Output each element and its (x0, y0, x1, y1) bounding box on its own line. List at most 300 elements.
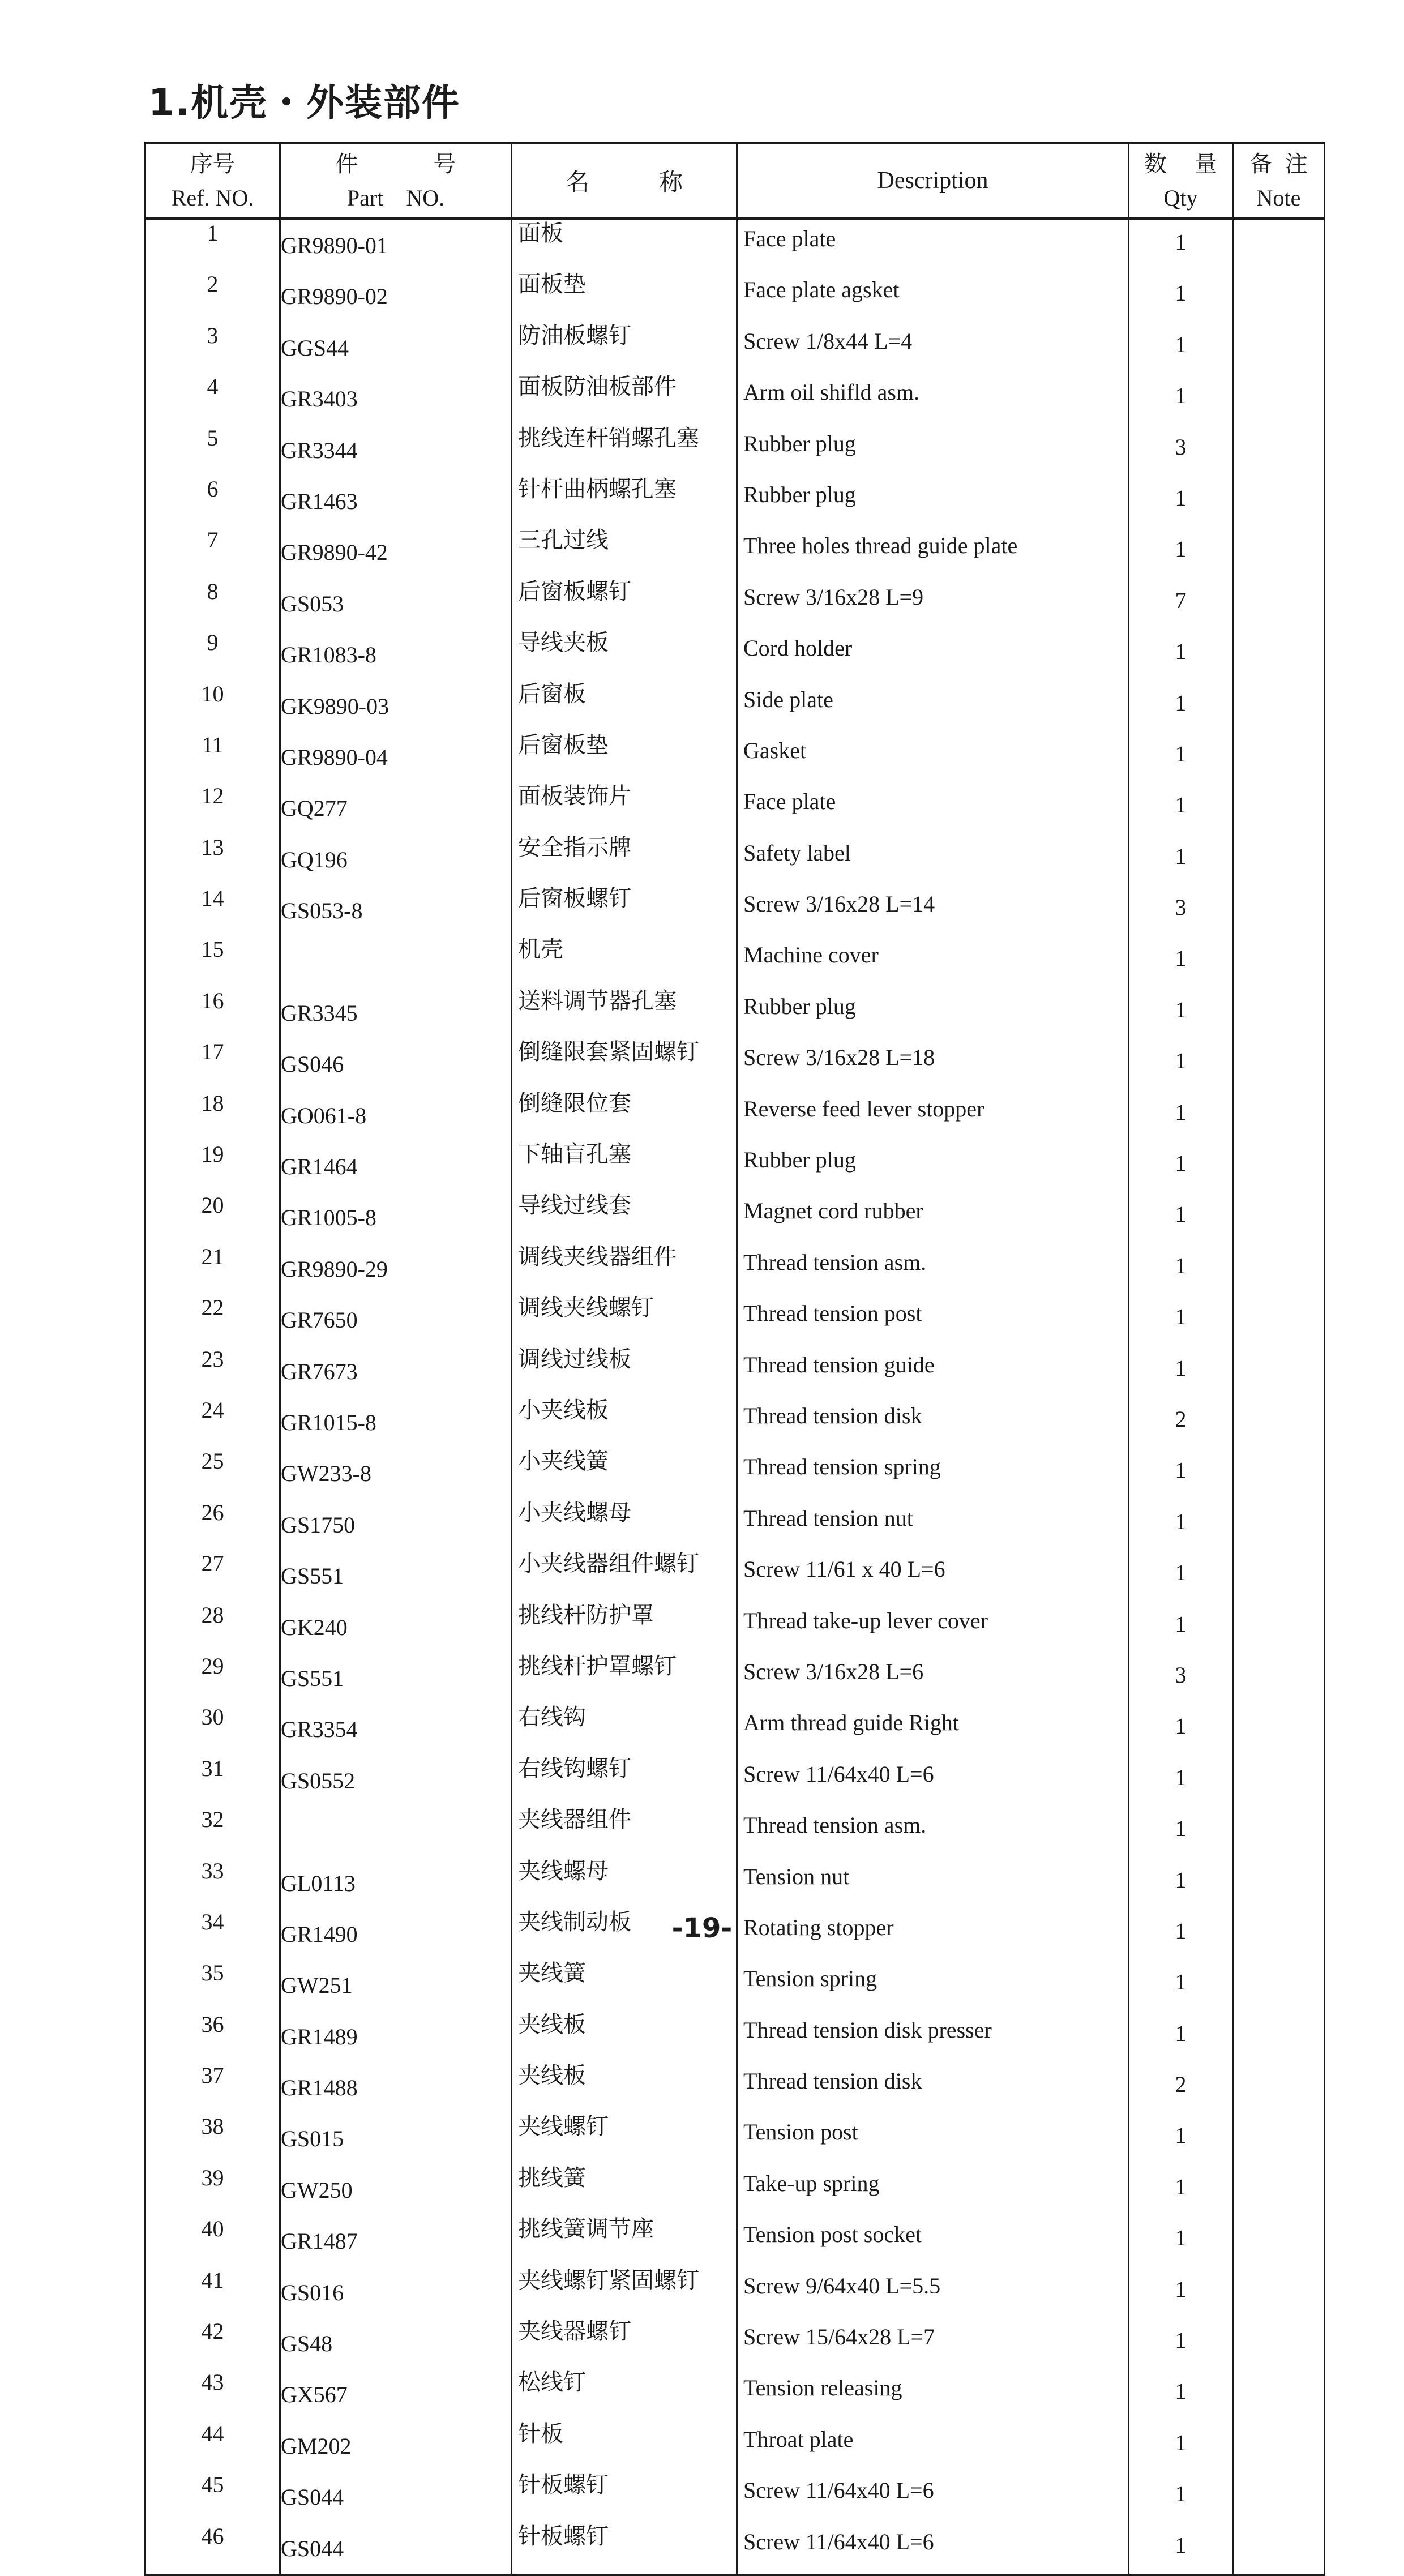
name-cn-cell: 后窗板 (512, 681, 737, 731)
qty-cell: 1 (1129, 782, 1233, 833)
description-cell: Screw 9/64x40 L=5.5 (737, 2267, 1129, 2318)
qty-cell: 1 (1129, 219, 1233, 271)
ref-cell: 22 (145, 1294, 280, 1345)
qty-cell: 1 (1129, 1909, 1233, 1959)
ref-cell: 34 (145, 1909, 280, 1959)
qty-cell: 1 (1129, 271, 1233, 322)
part-no-cell: GR1489 (280, 2011, 512, 2062)
qty-cell: 1 (1129, 987, 1233, 1038)
note-cell (1233, 2215, 1325, 2266)
description-cell: Screw 11/64x40 L=6 (737, 1755, 1129, 1806)
note-cell (1233, 476, 1325, 527)
note-cell (1233, 1755, 1325, 1806)
qty-cell: 1 (1129, 1192, 1233, 1243)
qty-cell: 1 (1129, 373, 1233, 424)
header-note (1233, 143, 1325, 219)
name-cn-cell: 挑线簧调节座 (512, 2215, 737, 2266)
table-row (145, 1448, 1325, 1499)
part-no-cell: GR7673 (280, 1346, 512, 1397)
table-row (145, 1090, 1325, 1141)
ref-cell: 16 (145, 987, 280, 1038)
qty-cell: 1 (1129, 1959, 1233, 2010)
qty-cell: 7 (1129, 578, 1233, 629)
header-qty-cn: 数 量 (1144, 151, 1217, 177)
description-cell: Screw 1/8x44 L=4 (737, 322, 1129, 373)
table-row (145, 578, 1325, 629)
name-cn-cell: 面板 (512, 219, 737, 271)
qty-cell: 1 (1129, 1858, 1233, 1909)
description-cell: Screw 3/16x28 L=14 (737, 885, 1129, 936)
ref-cell: 46 (145, 2523, 280, 2575)
qty-cell: 1 (1129, 1755, 1233, 1806)
description-cell: Thread tension guide (737, 1346, 1129, 1397)
ref-cell: 19 (145, 1141, 280, 1192)
name-cn-cell: 针板螺钉 (512, 2471, 737, 2522)
qty-cell: 1 (1129, 1448, 1233, 1499)
table-row (145, 1346, 1325, 1397)
ref-cell: 45 (145, 2471, 280, 2522)
ref-cell: 24 (145, 1397, 280, 1448)
ref-cell: 14 (145, 885, 280, 936)
name-cn-cell: 面板垫 (512, 271, 737, 322)
ref-cell: 15 (145, 936, 280, 987)
name-cn-cell: 调线过线板 (512, 1346, 737, 1397)
name-cn-cell: 后窗板螺钉 (512, 578, 737, 629)
note-cell (1233, 1550, 1325, 1601)
note-cell (1233, 2369, 1325, 2420)
part-no-cell: GR9890-04 (280, 731, 512, 782)
part-no-cell: GR1015-8 (280, 1397, 512, 1448)
table-row (145, 1653, 1325, 1704)
description-cell: Take-up spring (737, 2164, 1129, 2215)
qty-cell: 1 (1129, 527, 1233, 577)
name-cn-cell: 小夹线板 (512, 1397, 737, 1448)
part-no-cell: GK240 (280, 1602, 512, 1653)
part-no-cell: GR1005-8 (280, 1192, 512, 1243)
description-cell: Safety label (737, 834, 1129, 885)
header-name (512, 143, 737, 219)
table-row (145, 2523, 1325, 2575)
table-row (145, 1294, 1325, 1345)
ref-cell: 4 (145, 373, 280, 424)
description-cell: Rubber plug (737, 476, 1129, 527)
description-cell: Face plate (737, 219, 1129, 271)
table-row (145, 2011, 1325, 2062)
qty-cell: 2 (1129, 2062, 1233, 2113)
qty-cell: 1 (1129, 2164, 1233, 2215)
description-cell: Tension post (737, 2113, 1129, 2164)
note-cell (1233, 373, 1325, 424)
description-cell: Rubber plug (737, 425, 1129, 476)
table-row (145, 271, 1325, 322)
description-cell: Screw 3/16x28 L=18 (737, 1038, 1129, 1089)
part-no-cell: GQ277 (280, 782, 512, 833)
table-row (145, 2267, 1325, 2318)
part-no-cell: GS046 (280, 1038, 512, 1089)
part-no-cell: GR1490 (280, 1909, 512, 1959)
note-cell (1233, 578, 1325, 629)
qty-cell: 1 (1129, 2113, 1233, 2164)
note-cell (1233, 1448, 1325, 1499)
description-cell: Thread tension disk (737, 2062, 1129, 2113)
note-cell (1233, 2318, 1325, 2369)
ref-cell: 28 (145, 1602, 280, 1653)
description-cell: Arm oil shifld asm. (737, 373, 1129, 424)
description-cell: Side plate (737, 681, 1129, 731)
note-cell (1233, 1141, 1325, 1192)
part-no-cell: GO061-8 (280, 1090, 512, 1141)
ref-cell: 38 (145, 2113, 280, 2164)
table-row (145, 1499, 1325, 1550)
header-description (737, 143, 1129, 219)
note-cell (1233, 2062, 1325, 2113)
table-row (145, 936, 1325, 987)
name-cn-cell: 右线钩 (512, 1704, 737, 1755)
note-cell (1233, 1653, 1325, 1704)
name-cn-cell: 防油板螺钉 (512, 322, 737, 373)
ref-cell: 27 (145, 1550, 280, 1601)
name-cn-cell: 右线钩螺钉 (512, 1755, 737, 1806)
part-no-cell (280, 936, 512, 987)
table-row (145, 834, 1325, 885)
qty-cell: 3 (1129, 1653, 1233, 1704)
note-cell (1233, 1602, 1325, 1653)
table-header (145, 143, 1325, 219)
ref-cell: 33 (145, 1858, 280, 1909)
part-no-cell: GR1083-8 (280, 629, 512, 680)
note-cell (1233, 322, 1325, 373)
ref-cell: 35 (145, 1959, 280, 2010)
table-row (145, 2113, 1325, 2164)
note-cell (1233, 987, 1325, 1038)
part-no-cell: GS053-8 (280, 885, 512, 936)
note-cell (1233, 527, 1325, 577)
ref-cell: 9 (145, 629, 280, 680)
name-cn-cell: 夹线簧 (512, 1959, 737, 2010)
part-no-cell: GR1463 (280, 476, 512, 527)
header-part-cn: 件 号 (335, 151, 456, 177)
note-cell (1233, 2420, 1325, 2471)
note-cell (1233, 681, 1325, 731)
ref-cell: 25 (145, 1448, 280, 1499)
ref-cell: 17 (145, 1038, 280, 1089)
header-ref (145, 143, 280, 219)
qty-cell: 3 (1129, 425, 1233, 476)
part-no-cell: GR9890-01 (280, 219, 512, 271)
qty-cell: 1 (1129, 2523, 1233, 2575)
part-no-cell: GQ196 (280, 834, 512, 885)
qty-cell: 1 (1129, 476, 1233, 527)
note-cell (1233, 1704, 1325, 1755)
part-no-cell: GGS44 (280, 322, 512, 373)
name-cn-cell: 针杆曲柄螺孔塞 (512, 476, 737, 527)
name-cn-cell: 挑线连杆销螺孔塞 (512, 425, 737, 476)
header-description-label: Description (877, 168, 988, 194)
ref-cell: 43 (145, 2369, 280, 2420)
qty-cell: 1 (1129, 1141, 1233, 1192)
ref-cell: 1 (145, 219, 280, 271)
part-no-cell: GS016 (280, 2267, 512, 2318)
table-row (145, 1858, 1325, 1909)
part-no-cell: GR9890-02 (280, 271, 512, 322)
table-row (145, 1397, 1325, 1448)
ref-cell: 23 (145, 1346, 280, 1397)
table-row (145, 629, 1325, 680)
table-row (145, 1038, 1325, 1089)
qty-cell: 1 (1129, 1090, 1233, 1141)
name-cn-cell: 夹线螺钉 (512, 2113, 737, 2164)
section-title: 1.机壳・外装部件 (148, 81, 460, 125)
table-body (145, 219, 1325, 2575)
description-cell: Screw 15/64x28 L=7 (737, 2318, 1129, 2369)
note-cell (1233, 1192, 1325, 1243)
note-cell (1233, 2164, 1325, 2215)
name-cn-cell: 挑线杆防护罩 (512, 1602, 737, 1653)
part-no-cell: GR3354 (280, 1704, 512, 1755)
table-row (145, 1755, 1325, 1806)
description-cell: Rotating stopper (737, 1909, 1129, 1959)
note-cell (1233, 1038, 1325, 1089)
ref-cell: 2 (145, 271, 280, 322)
name-cn-cell: 三孔过线 (512, 527, 737, 577)
name-cn-cell: 安全指示牌 (512, 834, 737, 885)
part-no-cell: GR9890-29 (280, 1243, 512, 1294)
table-row (145, 1192, 1325, 1243)
name-cn-cell: 夹线器螺钉 (512, 2318, 737, 2369)
header-note-en: Note (1256, 185, 1301, 211)
header-note-cn: 备 注 (1249, 151, 1308, 177)
name-cn-cell: 调线夹线器组件 (512, 1243, 737, 1294)
name-cn-cell: 夹线器组件 (512, 1806, 737, 1857)
qty-cell: 1 (1129, 1038, 1233, 1089)
note-cell (1233, 2011, 1325, 2062)
qty-cell: 1 (1129, 1806, 1233, 1857)
name-cn-cell: 夹线板 (512, 2062, 737, 2113)
description-cell: Thread tension post (737, 1294, 1129, 1345)
part-no-cell: GX567 (280, 2369, 512, 2420)
name-cn-cell: 调线夹线螺钉 (512, 1294, 737, 1345)
note-cell (1233, 782, 1325, 833)
header-ref-cn: 序号 (190, 151, 236, 177)
qty-cell: 1 (1129, 1550, 1233, 1601)
note-cell (1233, 936, 1325, 987)
description-cell: Screw 11/61 x 40 L=6 (737, 1550, 1129, 1601)
table-row (145, 476, 1325, 527)
part-no-cell: GR3403 (280, 373, 512, 424)
ref-cell: 39 (145, 2164, 280, 2215)
description-cell: Face plate (737, 782, 1129, 833)
qty-cell: 1 (1129, 629, 1233, 680)
note-cell (1233, 2267, 1325, 2318)
part-no-cell: GR1464 (280, 1141, 512, 1192)
note-cell (1233, 1806, 1325, 1857)
qty-cell: 1 (1129, 936, 1233, 987)
qty-cell: 1 (1129, 2318, 1233, 2369)
name-cn-cell: 面板装饰片 (512, 782, 737, 833)
qty-cell: 2 (1129, 1397, 1233, 1448)
name-cn-cell: 夹线螺母 (512, 1858, 737, 1909)
qty-cell: 1 (1129, 2215, 1233, 2266)
page-number: -19- (671, 1912, 733, 1944)
description-cell: Arm thread guide Right (737, 1704, 1129, 1755)
part-no-cell: GR9890-42 (280, 527, 512, 577)
description-cell: Thread tension nut (737, 1499, 1129, 1550)
part-no-cell (280, 1806, 512, 1857)
table-row (145, 322, 1325, 373)
table-row (145, 1243, 1325, 1294)
table-row (145, 373, 1325, 424)
part-no-cell: GS044 (280, 2523, 512, 2575)
header-qty (1129, 143, 1233, 219)
part-no-cell: GS053 (280, 578, 512, 629)
ref-cell: 20 (145, 1192, 280, 1243)
name-cn-cell: 小夹线螺母 (512, 1499, 737, 1550)
part-no-cell: GW233-8 (280, 1448, 512, 1499)
note-cell (1233, 1243, 1325, 1294)
part-no-cell: GS044 (280, 2471, 512, 2522)
description-cell: Tension post socket (737, 2215, 1129, 2266)
ref-cell: 3 (145, 322, 280, 373)
part-no-cell: GW251 (280, 1959, 512, 2010)
table-row (145, 527, 1325, 577)
part-no-cell: GM202 (280, 2420, 512, 2471)
part-no-cell: GR3345 (280, 987, 512, 1038)
name-cn-cell: 夹线板 (512, 2011, 737, 2062)
note-cell (1233, 1858, 1325, 1909)
table-row (145, 2369, 1325, 2420)
part-no-cell: GS551 (280, 1653, 512, 1704)
qty-cell: 1 (1129, 731, 1233, 782)
table-row (145, 219, 1325, 271)
part-no-cell: GK9890-03 (280, 681, 512, 731)
part-no-cell: GS0552 (280, 1755, 512, 1806)
note-cell (1233, 1294, 1325, 1345)
name-cn-cell: 倒缝限套紧固螺钉 (512, 1038, 737, 1089)
qty-cell: 1 (1129, 322, 1233, 373)
qty-cell: 1 (1129, 1346, 1233, 1397)
name-cn-cell: 后窗板螺钉 (512, 885, 737, 936)
description-cell: Screw 11/64x40 L=6 (737, 2523, 1129, 2575)
description-cell: Gasket (737, 731, 1129, 782)
description-cell: Tension spring (737, 1959, 1129, 2010)
ref-cell: 32 (145, 1806, 280, 1857)
description-cell: Rubber plug (737, 987, 1129, 1038)
name-cn-cell: 导线夹板 (512, 629, 737, 680)
part-no-cell: GS015 (280, 2113, 512, 2164)
name-cn-cell: 倒缝限位套 (512, 1090, 737, 1141)
ref-cell: 31 (145, 1755, 280, 1806)
name-cn-cell: 小夹线器组件螺钉 (512, 1550, 737, 1601)
qty-cell: 3 (1129, 885, 1233, 936)
qty-cell: 1 (1129, 2369, 1233, 2420)
description-cell: Tension releasing (737, 2369, 1129, 2420)
table-row (145, 2420, 1325, 2471)
header-part (280, 143, 512, 219)
table-row (145, 987, 1325, 1038)
description-cell: Rubber plug (737, 1141, 1129, 1192)
ref-cell: 41 (145, 2267, 280, 2318)
part-no-cell: GR7650 (280, 1294, 512, 1345)
note-cell (1233, 1090, 1325, 1141)
part-no-cell: GR1487 (280, 2215, 512, 2266)
name-cn-cell: 下轴盲孔塞 (512, 1141, 737, 1192)
qty-cell: 1 (1129, 1602, 1233, 1653)
note-cell (1233, 731, 1325, 782)
part-no-cell: GS1750 (280, 1499, 512, 1550)
ref-cell: 29 (145, 1653, 280, 1704)
description-cell: Screw 3/16x28 L=6 (737, 1653, 1129, 1704)
table-row (145, 2471, 1325, 2522)
table-row (145, 885, 1325, 936)
note-cell (1233, 271, 1325, 322)
note-cell (1233, 629, 1325, 680)
part-no-cell: GS551 (280, 1550, 512, 1601)
description-cell: Reverse feed lever stopper (737, 1090, 1129, 1141)
description-cell: Three holes thread guide plate (737, 527, 1129, 577)
ref-cell: 37 (145, 2062, 280, 2113)
part-no-cell: GS48 (280, 2318, 512, 2369)
ref-cell: 26 (145, 1499, 280, 1550)
qty-cell: 1 (1129, 1499, 1233, 1550)
header-name-cn: 名 称 (565, 168, 683, 196)
description-cell: Thread tension disk (737, 1397, 1129, 1448)
ref-cell: 40 (145, 2215, 280, 2266)
ref-cell: 5 (145, 425, 280, 476)
ref-cell: 6 (145, 476, 280, 527)
ref-cell: 8 (145, 578, 280, 629)
description-cell: Thread tension asm. (737, 1806, 1129, 1857)
table-row (145, 1550, 1325, 1601)
note-cell (1233, 1499, 1325, 1550)
note-cell (1233, 425, 1325, 476)
description-cell: Thread tension asm. (737, 1243, 1129, 1294)
table-row (145, 1602, 1325, 1653)
name-cn-cell: 松线钉 (512, 2369, 737, 2420)
name-cn-cell: 小夹线簧 (512, 1448, 737, 1499)
note-cell (1233, 2471, 1325, 2522)
ref-cell: 10 (145, 681, 280, 731)
ref-cell: 42 (145, 2318, 280, 2369)
qty-cell: 1 (1129, 2471, 1233, 2522)
parts-table (144, 142, 1325, 2576)
name-cn-cell: 挑线簧 (512, 2164, 737, 2215)
table-row (145, 1806, 1325, 1857)
table-row (145, 1704, 1325, 1755)
name-cn-cell: 导线过线套 (512, 1192, 737, 1243)
qty-cell: 1 (1129, 1294, 1233, 1345)
table-row (145, 731, 1325, 782)
name-cn-cell: 面板防油板部件 (512, 373, 737, 424)
description-cell: Magnet cord rubber (737, 1192, 1129, 1243)
table-row (145, 782, 1325, 833)
ref-cell: 44 (145, 2420, 280, 2471)
ref-cell: 12 (145, 782, 280, 833)
description-cell: Cord holder (737, 629, 1129, 680)
part-no-cell: GR3344 (280, 425, 512, 476)
ref-cell: 13 (145, 834, 280, 885)
ref-cell: 11 (145, 731, 280, 782)
name-cn-cell: 针板 (512, 2420, 737, 2471)
qty-cell: 1 (1129, 2267, 1233, 2318)
name-cn-cell: 后窗板垫 (512, 731, 737, 782)
part-no-cell: GW250 (280, 2164, 512, 2215)
note-cell (1233, 1346, 1325, 1397)
description-cell: Thread take-up lever cover (737, 1602, 1129, 1653)
table-row (145, 1959, 1325, 2010)
note-cell (1233, 1959, 1325, 2010)
ref-cell: 7 (145, 527, 280, 577)
note-cell (1233, 2113, 1325, 2164)
